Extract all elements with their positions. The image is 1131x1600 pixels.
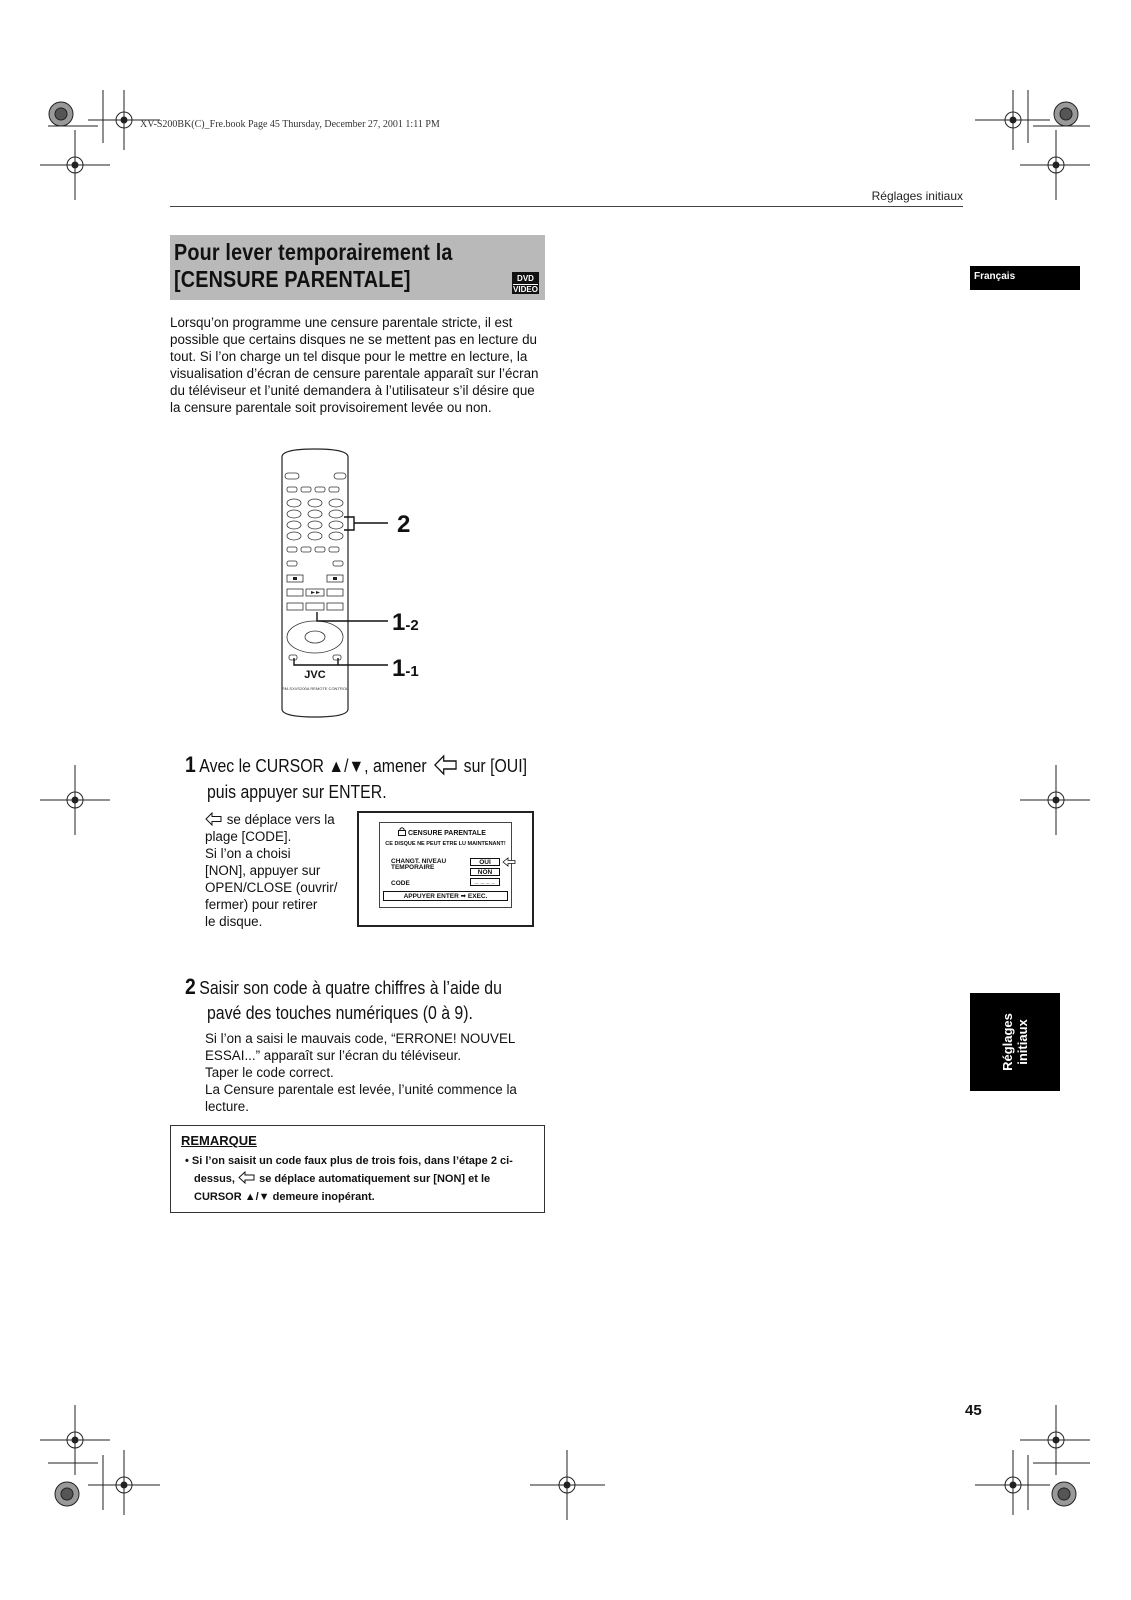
step-1-heading [185,752,527,779]
remote-brand: JVC [304,669,326,681]
remote-control-illustration [270,447,445,722]
note-bullet: • [185,1155,189,1167]
step-1-sub-line: plage [CODE]. [205,829,292,844]
lock-icon [398,827,406,836]
svg-text:1-1 [392,655,419,682]
step-2-sub-line: Taper le code correct. [205,1065,334,1080]
pointer-arrow-icon [238,1171,256,1184]
osd-level-label [391,859,446,871]
step-1-line-1a: Avec le CURSOR ▲/▼, amener [199,756,427,776]
step-1-details [205,811,355,930]
dvd-video-badge [512,272,539,294]
callout-1-2-sub: -2 [405,617,419,634]
right-arrow-icon: ➡ [460,893,467,900]
osd-screen [357,811,534,927]
title-line-1: Pour lever temporairement la [174,239,453,265]
osd-message: CE DISQUE NE PEUT ETRE LU MAINTENANT! [385,841,506,847]
language-tab: Français [970,266,1080,290]
step-1-sub-line: [NON], appuyer sur [205,863,321,878]
file-info: XV-S200BK(C)_Fre.book Page 45 Thursday, December 27, 2001 1:11 PM [140,119,440,130]
note-box [170,1125,545,1213]
osd-footer-b: EXEC. [467,893,488,900]
step-1-sub-line: Si l’on a choisi [205,846,291,861]
osd-level-label-1: CHANGT. NIVEAU [391,858,447,865]
side-tab-line-2: initiaux [1015,1019,1030,1065]
osd-panel [379,822,512,908]
osd-option-no: NON [470,868,500,876]
step-2-sub-line: La Censure parentale est levée, l’unité commence la [205,1082,517,1097]
step-2-sub-line: lecture. [205,1099,249,1114]
side-tab-text [1000,997,1030,1087]
page-number: 45 [965,1402,982,1419]
remote-caption: RM-SXVS200A REMOTE CONTROL [281,686,349,691]
step-2-line-2: pavé des touches numériques (0 à 9). [207,1003,473,1023]
title-line-2: [CENSURE PARENTALE] [174,266,411,292]
intro-paragraph: Lorsqu’on programme une censure parentale stricte, il est possible que certains disques ne se mettent pas en lecture du tout. Si l’on charge un tel disque pour le mettre en lecture, la visualisation d’écran de censure parentale apparaît sur l’écran du téléviseur et l’unité demandera à l’utilisateur s’il désire que la censure parentale soit provisoirement levée ou non. [170,315,539,415]
remote-control-drawing [270,447,445,722]
step-1-sub-line: le disque. [205,914,263,929]
note-text-a: Si l’on saisit un code faux plus de trois fois, dans l’étape 2 ci-dessus, [191,1155,513,1185]
step-1-number: 1 [185,752,196,777]
pointer-arrow-icon [502,857,516,867]
step-2-sub-line: Si l’on a saisi le mauvais code, “ERRONE! NOUVEL [205,1031,516,1046]
osd-option-yes: OUI [470,858,500,866]
section-label: Réglages initiaux [871,189,963,203]
note-title: REMARQUE [181,1133,257,1148]
osd-footer-a: APPUYER ENTER [403,893,459,900]
osd-level-label-2: TEMPORAIRE [391,864,435,871]
side-section-tab [970,993,1060,1091]
badge-bottom: VIDEO [513,285,538,294]
header-rule [170,206,963,207]
callout-1-1-main: 1 [392,655,406,682]
osd-code-value: _ _ _ _ [470,878,500,886]
pointer-arrow-icon [433,754,458,776]
callout-1-1-sub: -1 [405,663,419,680]
step-1-sub-line: fermer) pour retirer [205,897,318,912]
osd-title: CENSURE PARENTALE [407,830,486,837]
note-text-b: se déplace automatiquement sur [NON] et le CURSOR ▲/▼ demeure inopérant. [194,1173,491,1203]
osd-code-label: CODE [391,880,410,887]
step-2-line-1: Saisir son code à quatre chiffres à l’aide du [199,978,502,998]
step-2-details [205,1030,545,1115]
step-1-line-1b: sur [OUI] [463,756,528,776]
pointer-arrow-icon [205,812,223,826]
step-1-line-2: puis appuyer sur ENTER. [207,782,387,802]
callout-1-2-main: 1 [392,609,406,636]
step-2-heading [185,974,502,1001]
step-2-number: 2 [185,974,196,999]
step-1-sub-line: OPEN/CLOSE (ouvrir/ [205,880,338,895]
step-2-sub-line: ESSAI...” apparaît sur l’écran du téléviseur. [205,1048,462,1063]
svg-text:1-2 [392,609,419,636]
side-tab-line-1: Réglages [1000,1013,1015,1071]
osd-title-row [398,827,486,837]
note-text [181,1152,534,1206]
step-1-sub-first: se déplace vers la [226,812,335,827]
osd-footer [383,891,508,901]
page-title [170,235,545,300]
badge-top: DVD [517,274,534,283]
callout-2: 2 [397,511,411,538]
